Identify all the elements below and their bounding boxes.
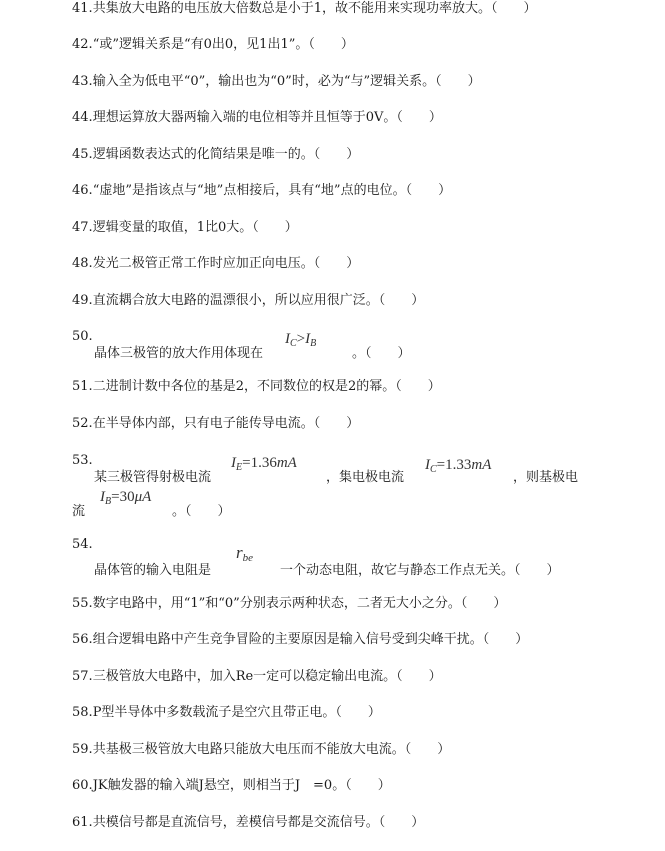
question-number: 45.	[72, 147, 93, 162]
question-text: 理想运算放大器两输入端的电位相等并且恒等于0V。（ ）	[92, 110, 442, 125]
question-number: 51.	[72, 379, 93, 394]
formula-rbe: $r_{be}$	[236, 543, 254, 564]
question-text: 组合逻辑电路中产生竞争冒险的主要原因是输入信号受到尖峰干扰。（ ）	[92, 632, 529, 647]
question-59	[72, 741, 450, 759]
question-text: “虚地”是指该点与“地”点相接后，具有“地”点的电位。（ ）	[92, 183, 452, 198]
question-text: “或”逻辑关系是“有0出0，见1出1”。（ ）	[92, 37, 354, 52]
question-number: 52.	[72, 416, 93, 431]
question-number: 60.	[72, 778, 93, 793]
question-text: 共集放大电路的电压放大倍数总是小于1，故不能用来实现功率放大。（ ）	[92, 1, 537, 16]
question-43	[72, 73, 481, 91]
question-number: 47.	[72, 220, 93, 235]
question-text-2: ，集电极电流	[326, 470, 405, 485]
question-number: 41.	[72, 1, 93, 16]
question-56	[72, 631, 528, 649]
question-61	[72, 814, 424, 832]
question-number: 49.	[72, 293, 93, 308]
question-text-5: 。（ ）	[172, 504, 231, 519]
question-58	[72, 704, 381, 722]
question-text: JK触发器的输入端J悬空，则相当于J =0。（ ）	[92, 778, 391, 793]
question-41	[72, 0, 536, 18]
question-57	[72, 668, 442, 686]
question-number: 59.	[72, 742, 93, 757]
question-number: 58.	[72, 705, 93, 720]
question-60	[72, 777, 391, 795]
question-49	[72, 292, 424, 310]
question-text-before: 晶体三极管的放大作用体现在	[94, 346, 264, 361]
formula-ic-gt-ib: $I_C>I_B$	[285, 331, 317, 349]
question-number: 57.	[72, 669, 93, 684]
question-44	[72, 109, 442, 127]
formula-ib: $I_B=30\mu A$	[100, 489, 152, 507]
question-text: 共模信号都是直流信号，差模信号都是交流信号。（ ）	[92, 815, 425, 830]
question-42	[72, 36, 354, 54]
question-51	[72, 378, 441, 396]
formula-ie: $I_E=1.36mA$	[231, 455, 297, 473]
question-text: 发光二极管正常工作时应加正向电压。（ ）	[92, 256, 360, 271]
question-47	[72, 219, 298, 237]
question-text: 三极管放大电路中，加入Re一定可以稳定输出电流。（ ）	[92, 669, 442, 684]
question-number: 50.	[72, 329, 93, 344]
question-text-after: 。（ ）	[352, 346, 411, 361]
question-number: 43.	[72, 74, 93, 89]
question-number: 61.	[72, 815, 93, 830]
question-text: 直流耦合放大电路的温漂很小，所以应用很广泛。（ ）	[92, 293, 425, 308]
question-46	[72, 182, 451, 200]
question-text: 二进制计数中各位的基是2，不同数位的权是2的幂。（ ）	[92, 379, 441, 394]
question-55	[72, 595, 506, 613]
question-number: 42.	[72, 37, 93, 52]
question-text-1: 某三极管得射极电流	[94, 470, 212, 485]
question-text-4: 流	[72, 504, 86, 519]
question-text-before: 晶体管的输入电阻是	[94, 563, 212, 578]
question-number: 53.	[72, 453, 93, 468]
formula-ic: $I_C=1.33mA$	[425, 457, 492, 475]
question-52	[72, 415, 359, 433]
question-text: 逻辑变量的取值，1比0大。（ ）	[92, 220, 298, 235]
question-number: 48.	[72, 256, 93, 271]
question-48	[72, 255, 359, 273]
question-text: 共基极三极管放大电路只能放大电压而不能放大电流。（ ）	[92, 742, 451, 757]
question-text-3: ，则基极电	[513, 470, 579, 485]
question-text: P型半导体中多数载流子是空穴且带正电。（ ）	[92, 705, 381, 720]
question-number: 54.	[72, 537, 93, 552]
question-text: 数字电路中，用“1”和“0”分别表示两种状态，二者无大小之分。（ ）	[92, 596, 507, 611]
question-text: 在半导体内部，只有电子能传导电流。（ ）	[92, 416, 360, 431]
question-number: 55.	[72, 596, 93, 611]
question-text: 输入全为低电平“0”，输出也为“0”时，必为“与”逻辑关系。（ ）	[92, 74, 481, 89]
question-number: 56.	[72, 632, 93, 647]
question-number: 44.	[72, 110, 93, 125]
question-45	[72, 146, 359, 164]
question-number: 46.	[72, 183, 93, 198]
question-text: 逻辑函数表达式的化简结果是唯一的。（ ）	[92, 147, 360, 162]
question-text-after: 一个动态电阻，故它与静态工作点无关。（ ）	[280, 563, 560, 578]
